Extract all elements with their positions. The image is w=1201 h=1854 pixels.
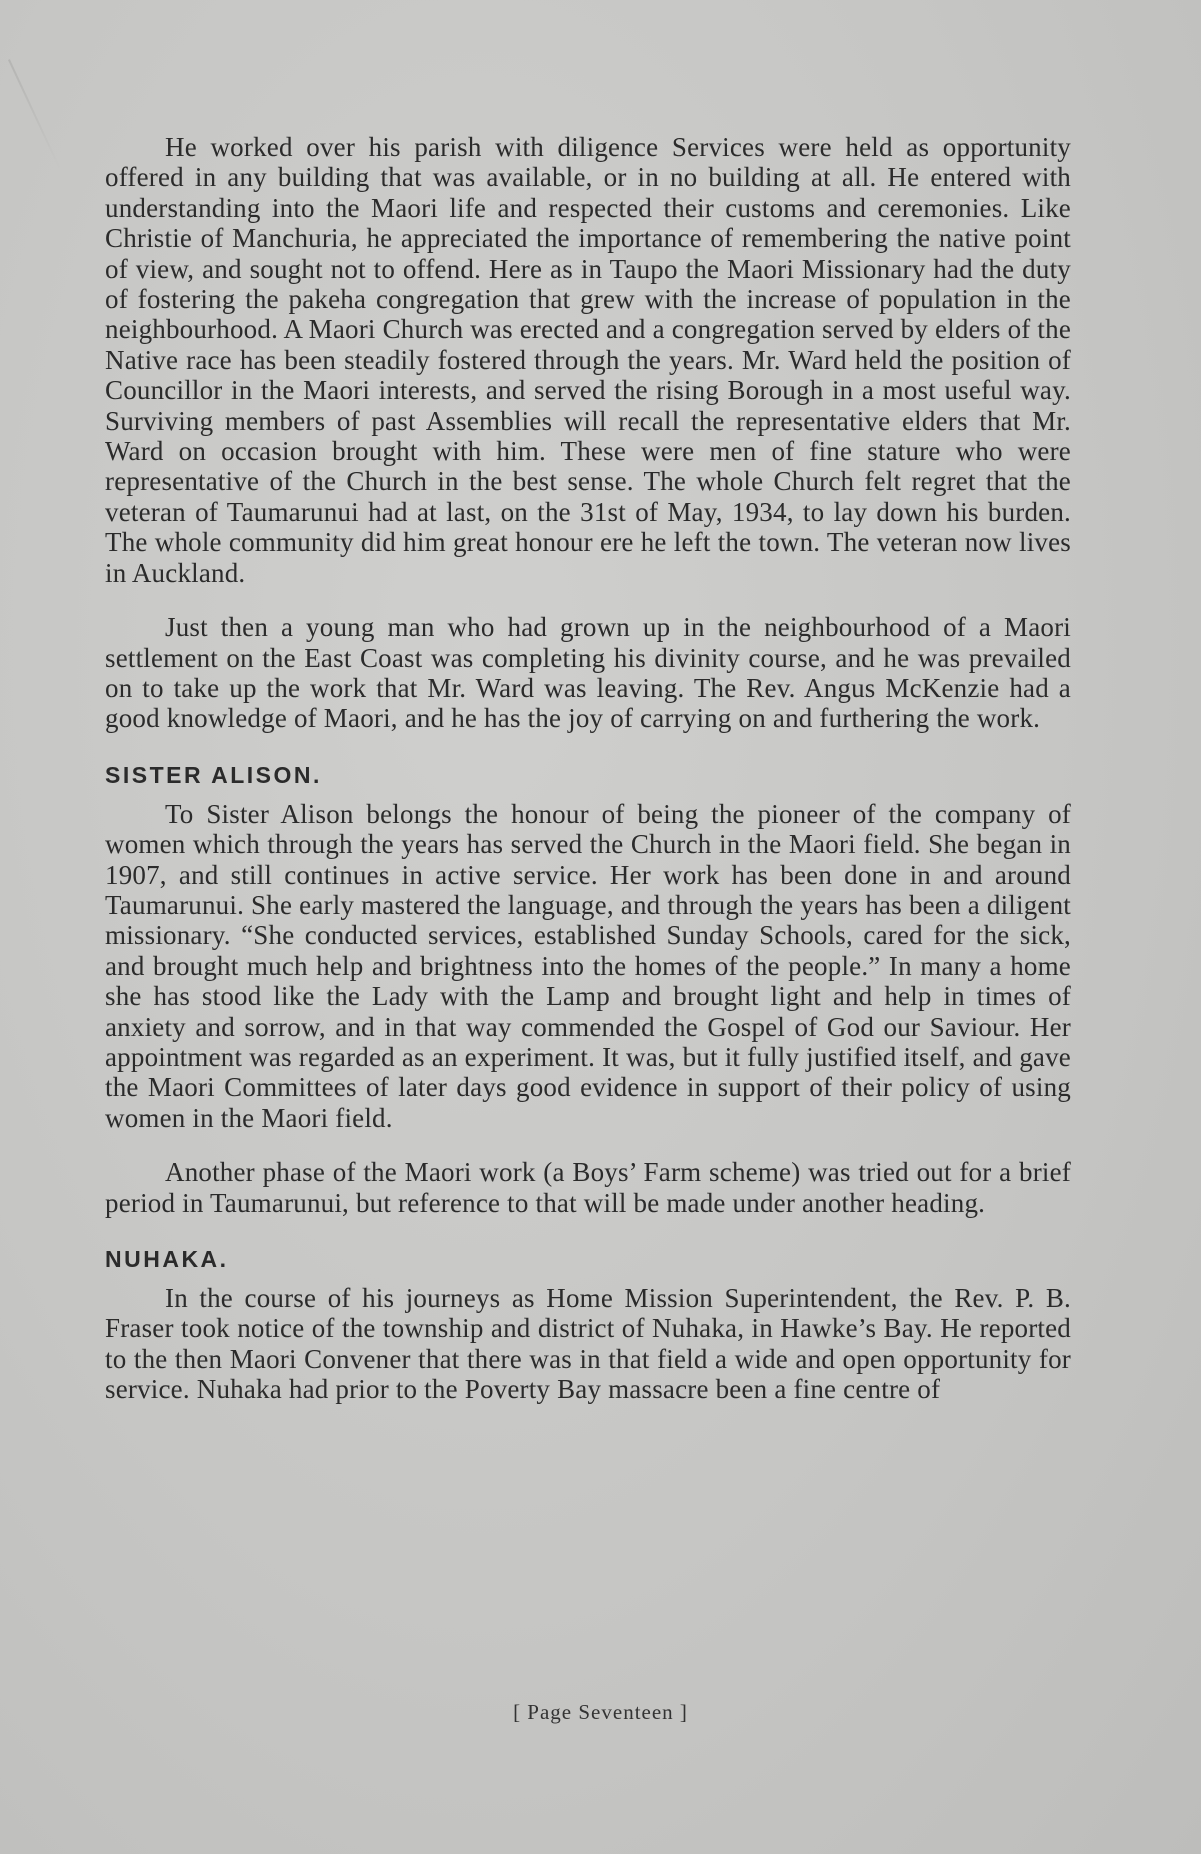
paragraph-intro-2: Just then a young man who had grown up in the neighbourhood of a Maori settlement on the East Coast was completing his divinity course, and he was prevailed on to take up the work that Mr. Ward was leaving. The Rev. Angus McKenzie had a good knowledge of Maori, and he has the joy of carrying on and furthering the work. [105,612,1071,734]
paragraph-alison-2: Another phase of the Maori work (a Boys’ Farm scheme) was tried out for a brief period in Taumarunui, but reference to that will be made under another heading. [105,1157,1071,1218]
page-content [105,132,1071,1429]
page-number: [ Page Seventeen ] [513,1700,688,1724]
paragraph-intro-1: He worked over his parish with diligence Services were held as opportunity offered in any building that was available, or in no building at all. He entered with understanding into the Maori life and respected their customs and ceremonies. Like Christie of Manchuria, he appreciated the importance of remembering the native point of view, and sought not to offend. Here as in Taupo the Maori Missionary had the duty of fostering the pakeha congregation that grew with the increase of population in the neighbourhood. A Maori Church was erected and a congregation served by elders of the Native race has been steadily fostered through the years. Mr. Ward held the position of Councillor in the Maori interests, and served the rising Borough in a most useful way. Surviving members of past Assemblies will recall the representative elders that Mr. Ward on occasion brought with him. These were men of fine stature who were representative of the Church in the best sense. The whole Church felt regret that the veteran of Taumarunui had at last, on the 31st of May, 1934, to lay down his burden. The whole community did him great honour ere he left the town. The veteran now lives in Auckland. [105,132,1072,588]
heading-nuhaka: NUHAKA. [105,1246,229,1272]
paragraph-nuhaka-1: In the course of his journeys as Home Mission Superintendent, the Rev. P. B. Fraser took notice of the township and district of Nuhaka, in Hawke’s Bay. He reported to the then Maori Convener that there was in that field a wide and open opportunity for service. Nuhaka had prior to the Poverty Bay massacre been a fine centre of [105,1283,1071,1405]
paragraph-alison-1: To Sister Alison belongs the honour of being the pioneer of the company of women which through the years has served the Church in the Maori field. She began in 1907, and still continues in active service. Her work has been done in and around Taumarunui. She early mastered the language, and through the years has been a diligent missionary. “She conducted services, established Sunday Schools, cared for the sick, and brought much help and brightness into the homes of the people.” In many a home she has stood like the Lady with the Lamp and brought light and help in times of anxiety and sorrow, and in that way commended the Gospel of God our Saviour. Her appointment was regarded as an experiment. It was, but it fully justified itself, and gave the Maori Committees of later days good evidence in support of their policy of using women in the Maori field. [105,798,1071,1133]
paper-crease [8,59,61,169]
heading-sister-alison: SISTER ALISON. [105,761,322,788]
